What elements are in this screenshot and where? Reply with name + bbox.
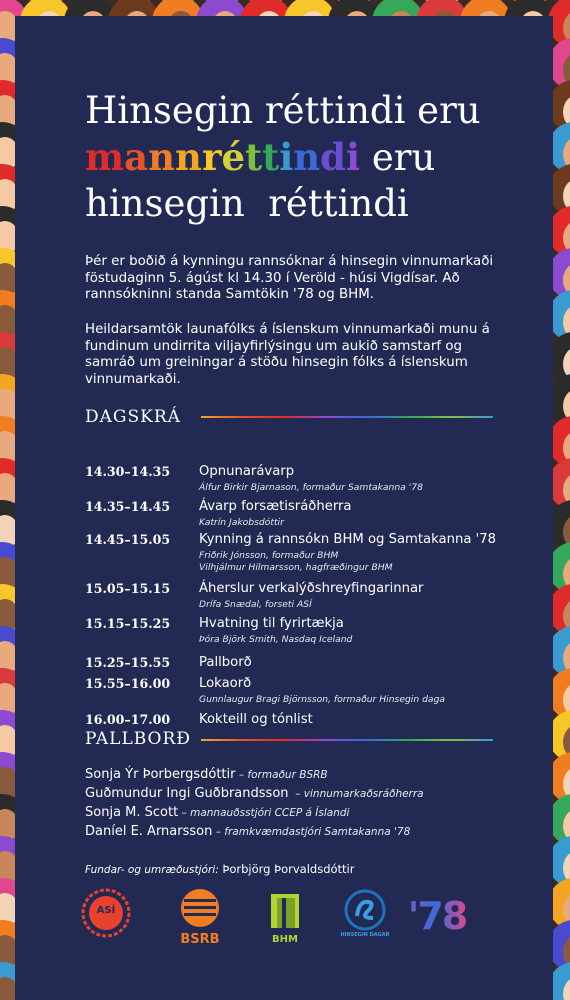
rainbow-letter: n [293, 135, 321, 179]
agenda-time: 16.00–17.00 [85, 712, 171, 727]
agenda-item [85, 499, 525, 529]
agenda-time: 15.15–15.25 [85, 616, 171, 631]
agenda-time: 14.45–15.05 [85, 532, 171, 547]
panel-member-role: – framkvæmdastjóri Samtakanna '78 [212, 826, 411, 838]
rainbow-letter: t [245, 135, 263, 179]
content-panel [15, 16, 553, 1000]
headline-line-3: hinsegin réttindi [85, 182, 409, 225]
agenda-title: Pallborð [199, 655, 252, 670]
bsrb-logo [170, 888, 230, 963]
headline [85, 88, 525, 227]
rainbow-letter: é [221, 135, 245, 179]
panel-member-name: Guðmundur Ingi Guðbrandsson [85, 786, 289, 801]
agenda-time: 14.30–14.35 [85, 464, 171, 479]
rainbow-letter: a [124, 135, 149, 179]
headline-line-1: Hinsegin réttindi eru [85, 89, 481, 132]
agenda-speaker: Þóra Björk Smith, Nasdaq Iceland [199, 634, 353, 645]
agenda-heading: DAGSKRÁ [85, 407, 181, 427]
rainbow-letter: i [346, 135, 361, 179]
rainbow-letter: n [148, 135, 176, 179]
agenda-time: 15.05–15.15 [85, 581, 171, 596]
agenda-title: Áherslur verkalýðshreyfingarinnar [199, 581, 424, 596]
agenda-speaker: Vilhjálmur Hilmarsson, hagfræðingur BHM [199, 562, 393, 573]
agenda-item [85, 655, 525, 671]
rainbow-letter: m [85, 135, 125, 179]
agenda-time: 15.55–16.00 [85, 676, 171, 691]
bsrb-logo-text: BSRB [180, 932, 220, 947]
panel-member [85, 824, 410, 839]
rainbow-word [85, 135, 360, 179]
rainbow-divider [201, 739, 493, 741]
agenda-speaker: Katrín Jakobsdóttir [199, 517, 284, 528]
panel-member [85, 786, 424, 801]
rainbow-letter: d [320, 135, 347, 179]
panel-heading: PALLBORÐ [85, 729, 191, 749]
moderator-line [85, 862, 354, 876]
rainbow-letter: i [279, 135, 294, 179]
panel-member-name: Daníel E. Arnarsson [85, 824, 213, 839]
partner-logos [15, 888, 553, 978]
hinsegin-dagar-logo-text: HINSEGIN DAGAR [340, 932, 390, 938]
agenda-item [85, 616, 525, 646]
agenda-title: Lokaorð [199, 676, 252, 691]
agenda-item [85, 712, 525, 728]
agenda-speaker: Álfur Birkir Bjarnason, formaður Samtakanna '78 [199, 482, 423, 493]
headline-line-2-rest: eru [360, 136, 436, 179]
agenda-item [85, 581, 525, 611]
agenda-title: Ávarp forsætisráðherra [199, 499, 352, 514]
rainbow-letter: n [175, 135, 202, 179]
bhm-logo [255, 888, 315, 963]
agenda-speaker: Drífa Snædal, forseti ASÍ [199, 599, 312, 610]
intro-paragraph-2: Heildarsamtök launafólks á íslenskum vinnumarkaði munu á fundinum undirrita viljayfirlýsingu um aukið samstarf og samráð um greiningar á stöðu hinsegin fólks á íslenskum vinnumarkaði. [85, 322, 490, 387]
agenda-title: Opnunarávarp [199, 464, 295, 479]
hinsegin-dagar-emblem-icon [335, 888, 395, 936]
bhm-logo-text: BHM [272, 934, 298, 945]
bsrb-emblem-icon [170, 888, 230, 933]
moderator-name: Þorbjörg Þorvaldsdóttir [218, 862, 355, 876]
headline-line-2 [85, 134, 525, 181]
panel-member-role: – vinnumarkaðsráðherra [288, 788, 424, 800]
panel-member-role: – mannauðsstjóri CCEP á Íslandi [178, 807, 350, 819]
panel-member [85, 767, 328, 782]
rainbow-letter: t [262, 135, 280, 179]
moderator-label: Fundar- og umræðustjóri: [85, 864, 219, 876]
agenda-item [85, 532, 525, 576]
agenda-title: Kokteill og tónlist [199, 712, 313, 727]
asi-logo-text: ASÍ [96, 905, 116, 916]
panel-member-name: Sonja Ýr Þorbergsdóttir [85, 767, 236, 782]
agenda-time: 14.35–14.45 [85, 499, 171, 514]
panel-member-role: – formaður BSRB [235, 769, 328, 781]
agenda-time: 15.25–15.55 [85, 655, 171, 670]
agenda-item [85, 676, 525, 706]
agenda-title: Hvatning til fyrirtækja [199, 616, 344, 631]
agenda-speaker: Gunnlaugur Bragi Björnsson, formaður Hinsegin daga [199, 694, 446, 705]
rainbow-letter: r [201, 135, 222, 179]
intro-paragraph-1: Þér er boðið á kynningu rannsóknar á hinsegin vinnumarkaði föstudaginn 5. ágúst kl 14.30 í Veröld - húsi Vigdísar. Að rannsókninni standa Samtökin '78 og BHM. [85, 254, 494, 302]
hinsegin-dagar-logo [335, 888, 395, 963]
agenda-speaker: Friðrik Jónsson, formaður BHM [199, 550, 339, 561]
panel-member-name: Sonja M. Scott [85, 805, 179, 820]
agenda-item [85, 464, 525, 494]
samtokin-78-logo [407, 888, 467, 948]
panel-member [85, 805, 349, 820]
asi-logo [81, 888, 131, 948]
bhm-emblem-icon [255, 888, 315, 933]
samtokin-78-logo-text: '78 [407, 894, 467, 938]
agenda-title: Kynning á rannsókn BHM og Samtakanna '78 [199, 532, 497, 547]
rainbow-divider [201, 416, 493, 418]
